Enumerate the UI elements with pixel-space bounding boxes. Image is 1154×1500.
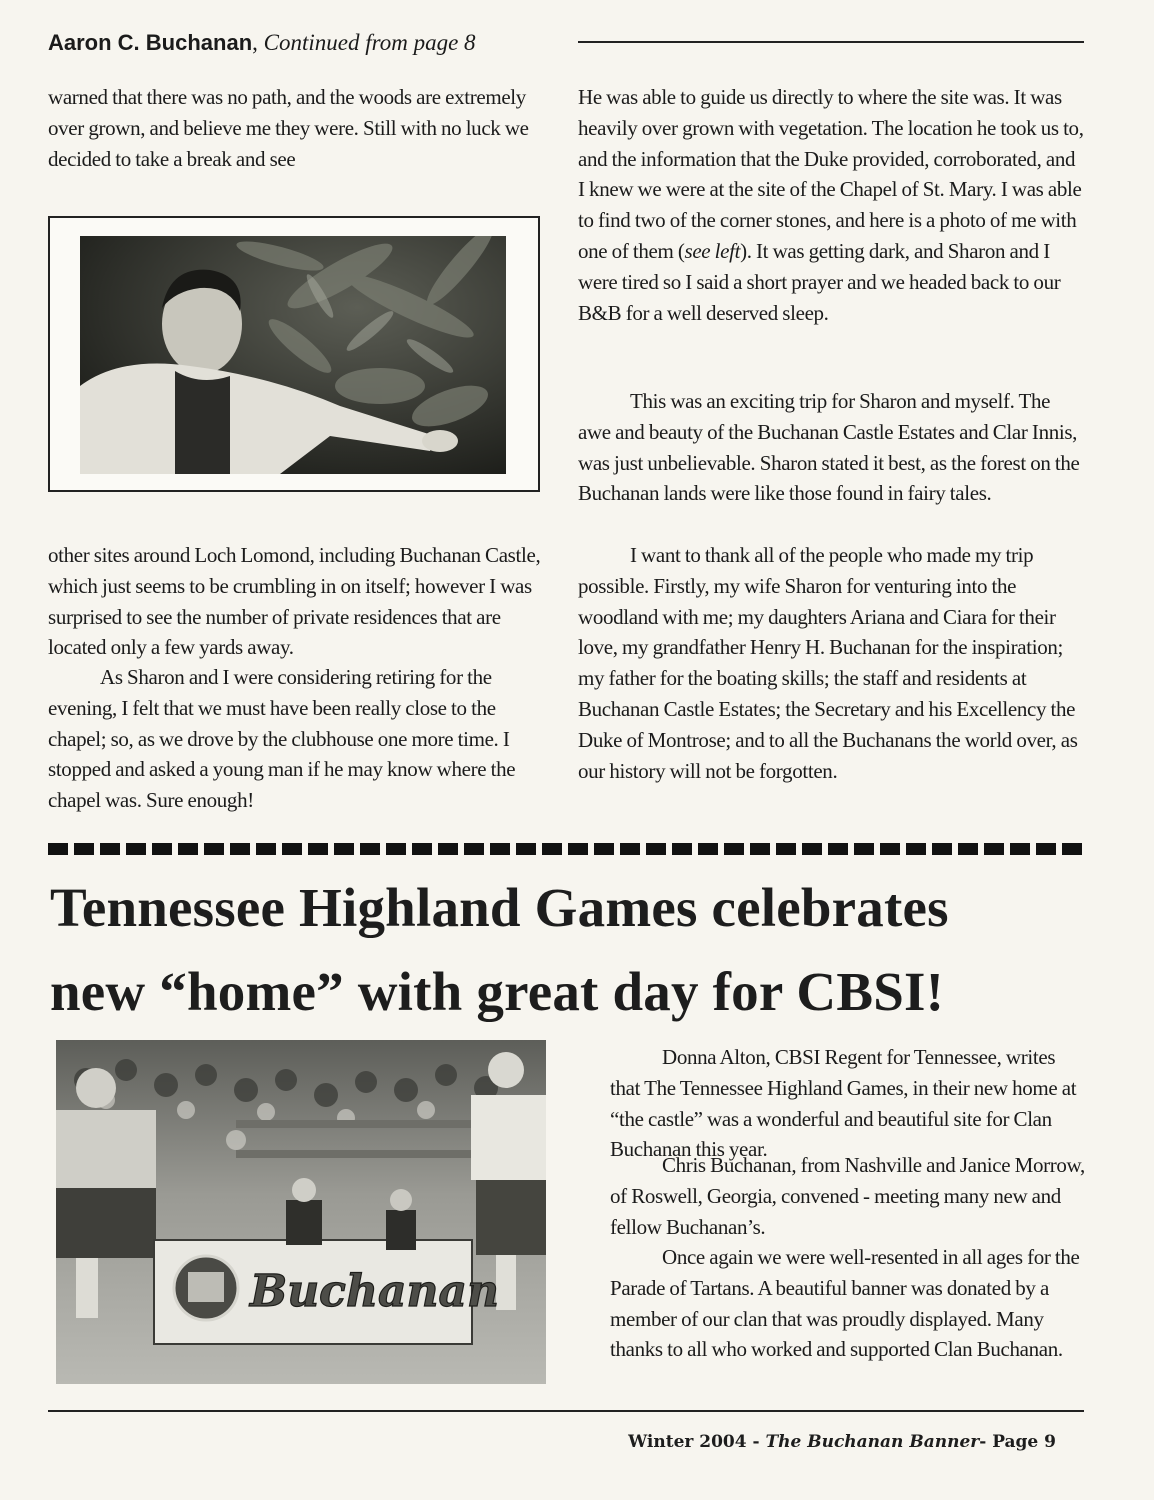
article-paragraph-right-1 (578, 82, 1084, 328)
headline (50, 866, 1090, 1034)
footer-season: Winter 2004 (628, 1432, 747, 1452)
footer-page-number: Page 9 (992, 1432, 1056, 1452)
footer-page-sep: - (979, 1432, 993, 1452)
article-paragraph-left-bottom-1: other sites around Loch Lomond, including Buchanan Castle, which just seems to be crumbling in on itself; however I was surprised to see the number of private residences that are located only a few yards away. (48, 543, 541, 660)
continued-note: Continued from page 8 (263, 30, 476, 55)
footer-rule (48, 1410, 1084, 1412)
section-divider (48, 843, 1084, 855)
article2-paragraph-2: Chris Buchanan, from Nashville and Janice Morrow, of Roswell, Georgia, convened - meeting many new and fellow Buchanan’s. (610, 1153, 1085, 1239)
banner-text: Buchanan (250, 1266, 499, 1317)
article-paragraph-left-bottom-2: As Sharon and I were considering retiring for the evening, I felt that we must have been really close to the chapel; so, as we drove by the clubhouse one more time. I stopped and asked a young man if he may know where the chapel was. Sure enough! (48, 665, 516, 813)
text-segment-italic: see left (684, 238, 741, 263)
article-paragraph-right-3: I want to thank all of the people who made my trip possible. Firstly, my wife Sharon for venturing into the woodland with me; my daughters Ariana and Ciara for their love, my grandfather Henry H. Buchanan for the inspiration; my father for the boating skills; the staff and residents at Buchanan Castle Estates; the Secretary and his Excellency the Duke of Montrose; and to all the Buchanans the world over, as our history will not be forgotten. (578, 543, 1078, 783)
article-paragraph-right-2: This was an exciting trip for Sharon and myself. The awe and beauty of the Buchanan Castle Estates and Clar Innis, was just unbelievable. Sharon stated it best, as the forest on the Buchanan lands were like those found in fairy tales. (578, 389, 1080, 506)
article2-paragraph-1: Donna Alton, CBSI Regent for Tennessee, writes that The Tennessee Highland Games, in their new home at “the castle” was a wonderful and beautiful site for Clan Buchanan this year. (610, 1045, 1077, 1162)
author-name: Aaron C. Buchanan (48, 30, 253, 55)
continuation-header (48, 30, 568, 56)
footer-dash: - (746, 1432, 766, 1452)
text-segment: He was able to guide us directly to where the site was. It was heavily over grown with vegetation. The location he took us to, and the information that the Duke provided, corroborated, and I knew we were at the site of the Chapel of St. Mary. I was able to find two of the corner stones, and here is a photo of me with one of them ( (578, 85, 1084, 263)
footer-publication: The Buchanan Banner (765, 1432, 980, 1452)
photo-author-with-corner-stone (80, 236, 506, 474)
article2-paragraph-3: Once again we were well-resented in all ages for the Parade of Tartans. A beautiful banner was donated by a member of our clan that was proudly displayed. Many thanks to all who worked and supported Clan Buchanan. (610, 1245, 1080, 1362)
headline-line-2: new “home” with great day for CBSI! (50, 961, 945, 1022)
header-separator: , (252, 30, 264, 55)
header-rule (578, 41, 1084, 43)
photo-parade-of-tartans (56, 1040, 546, 1384)
headline-line-1: Tennessee Highland Games celebrates (50, 877, 949, 938)
text-segment: ). It was getting dark, and Sharon and I were tired so I said a short prayer and we headed back to our B&B for a well deserved sleep. (578, 238, 1061, 325)
page-footer (628, 1432, 1056, 1452)
article-paragraph-left-top: warned that there was no path, and the woods are extremely over grown, and believe me they were. Still with no luck we decided to take a break and see (48, 85, 529, 171)
